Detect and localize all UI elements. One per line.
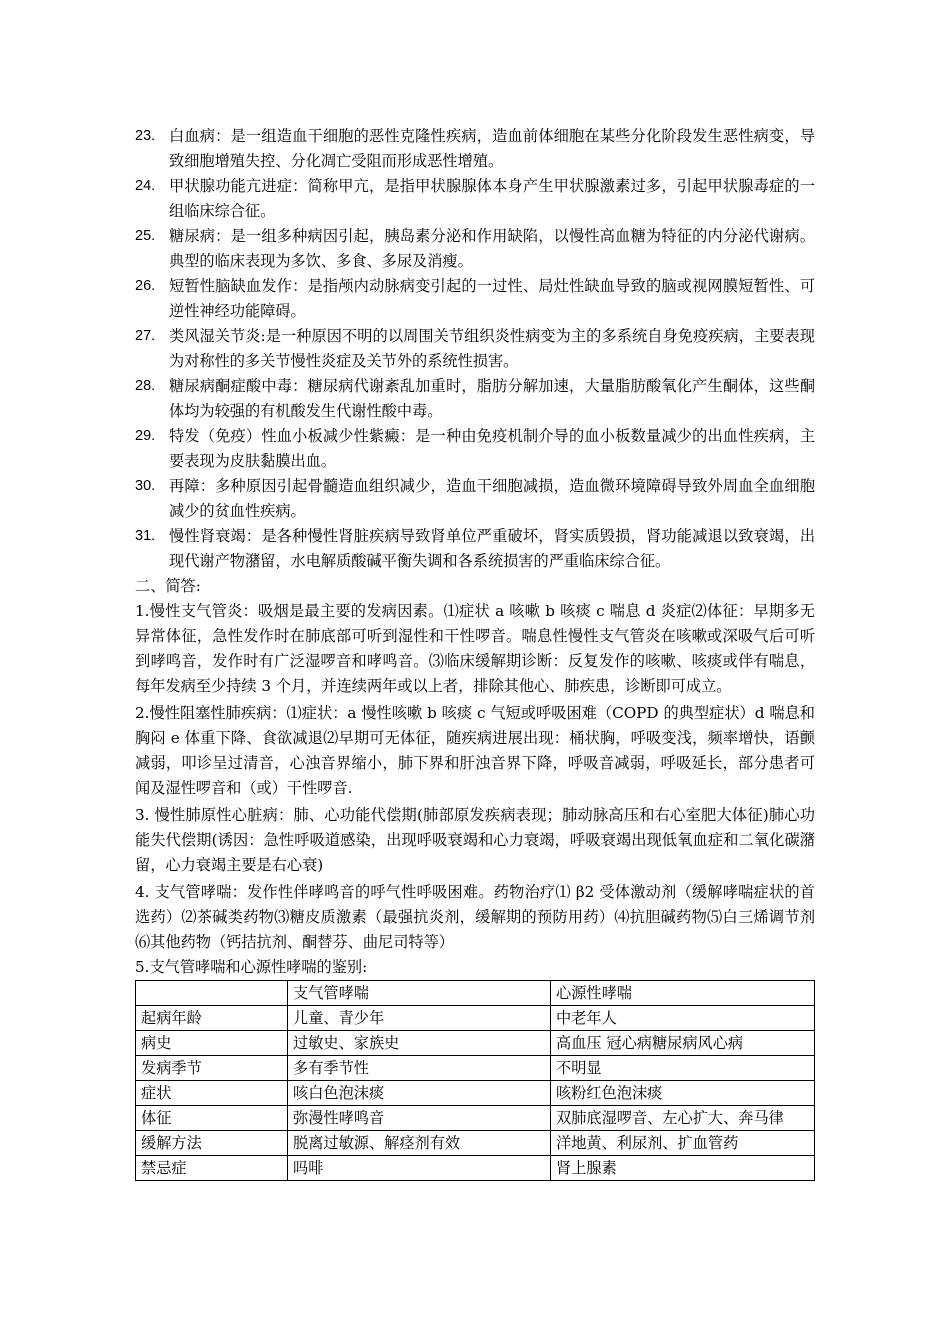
table-cell: 症状	[136, 1081, 288, 1106]
item-number: 29.	[135, 428, 156, 444]
definition-item	[135, 474, 815, 524]
table-caption: 5.支气管哮喘和心源性哮喘的鉴别:	[135, 958, 368, 976]
definition-item	[135, 324, 815, 374]
answer-paragraph: 3. 慢性肺原性心脏病：肺、心功能代偿期(肺部原发疾病表现；肺动脉高压和右心室肥大体征)肺心功能失代偿期(诱因：急性呼吸道感染，出现呼吸衰竭和心力衰竭，呼吸衰竭出现低氧血症和二氧化碳潴留，心力衰竭主要是右心衰)	[135, 806, 815, 874]
section-heading: 二、简答:	[135, 577, 201, 595]
item-number: 28.	[135, 378, 156, 394]
table-row	[136, 1056, 815, 1081]
item-number: 23.	[135, 128, 156, 144]
item-number: 27.	[135, 328, 156, 344]
definition-item	[135, 374, 815, 424]
table-cell: 禁忌症	[136, 1156, 288, 1181]
comparison-table	[135, 980, 815, 1181]
item-text: 特发（免疫）性血小板减少性紫癜：是一种由免疫机制介导的血小板数量减少的出血性疾病，主要表现为皮肤黏膜出血。	[169, 427, 815, 470]
table-cell: 双肺底湿啰音、左心扩大、奔马律	[551, 1106, 815, 1131]
table-row	[136, 1081, 815, 1106]
document-page	[135, 124, 815, 1181]
answer-paragraph: 1.慢性支气管炎：吸烟是最主要的发病因素。⑴症状 a 咳嗽 b 咳痰 c 喘息 d 炎症⑵体征：早期多无异常体征，急性发作时在肺底部可听到湿性和干性啰音。喘息性慢性支气管炎在咳嗽或深吸气后可听到哮鸣音，发作时有广泛湿啰音和哮鸣音。⑶临床缓解期诊断：反复发作的咳嗽、咳痰或伴有喘息，每年发病至少持续 3 个月，并连续两年或以上者，排除其他心、肺疾患，诊断即可成立。	[135, 602, 815, 695]
table-cell: 不明显	[551, 1056, 815, 1081]
table-row	[136, 1031, 815, 1056]
table-header-cell: 心源性哮喘	[551, 981, 815, 1006]
table-cell: 肾上腺素	[551, 1156, 815, 1181]
item-number: 26.	[135, 278, 156, 294]
item-number: 30.	[135, 478, 156, 494]
item-text: 糖尿病：是一组多种病因引起，胰岛素分泌和作用缺陷，以慢性高血糖为特征的内分泌代谢病。典型的临床表现为多饮、多食、多尿及消瘦。	[169, 227, 815, 270]
table-cell: 中老年人	[551, 1006, 815, 1031]
item-number: 25.	[135, 228, 156, 244]
table-cell: 儿童、青少年	[288, 1006, 551, 1031]
definition-list	[135, 124, 815, 574]
table-cell: 吗啡	[288, 1156, 551, 1181]
table-header-cell: 支气管哮喘	[288, 981, 551, 1006]
table-cell: 高血压 冠心病糖尿病风心病	[551, 1031, 815, 1056]
item-text: 白血病：是一组造血干细胞的恶性克隆性疾病，造血前体细胞在某些分化阶段发生恶性病变，导致细胞增殖失控、分化凋亡受阻而形成恶性增殖。	[169, 127, 815, 170]
table-header-cell	[136, 981, 288, 1006]
table-row	[136, 1006, 815, 1031]
table-cell: 咳粉红色泡沫痰	[551, 1081, 815, 1106]
table-cell: 过敏史、家族史	[288, 1031, 551, 1056]
table-cell: 病史	[136, 1031, 288, 1056]
answer-paragraph: 4. 支气管哮喘：发作性伴哮鸣音的呼气性呼吸困难。药物治疗⑴ β2 受体激动剂（缓解哮喘症状的首选药）⑵茶碱类药物⑶糖皮质激素（最强抗炎剂，缓解期的预防用药）⑷抗胆碱药物⑸白三烯调节剂⑹其他药物（钙拮抗剂、酮替芬、曲尼司特等）	[135, 883, 815, 951]
item-text: 甲状腺功能亢进症：简称甲亢，是指甲状腺腺体本身产生甲状腺激素过多，引起甲状腺毒症的一组临床综合征。	[169, 177, 815, 220]
item-text: 类风湿关节炎:是一种原因不明的以周围关节组织炎性病变为主的多系统自身免疫疾病，主要表现为对称性的多关节慢性炎症及关节外的系统性损害。	[169, 327, 815, 370]
definition-item	[135, 174, 815, 224]
table-cell: 发病季节	[136, 1056, 288, 1081]
table-cell: 脱离过敏源、解痉剂有效	[288, 1131, 551, 1156]
table-cell: 咳白色泡沫痰	[288, 1081, 551, 1106]
item-number: 31.	[135, 528, 156, 544]
table-row	[136, 1131, 815, 1156]
answer-paragraph: 2.慢性阻塞性肺疾病：⑴症状：a 慢性咳嗽 b 咳痰 c 气短或呼吸困难（COPD 的典型症状）d 喘息和胸闷 e 体重下降、食欲减退⑵早期可无体征，随疾病进展出现：桶状胸，呼吸变浅，频率增快，语颤减弱，叩诊呈过清音，心浊音界缩小，肺下界和肝浊音界下降，呼吸音减弱，呼吸延长，部分患者可闻及湿性啰音和（或）干性啰音.	[135, 704, 815, 797]
table-row	[136, 1156, 815, 1181]
table-cell: 弥漫性哮鸣音	[288, 1106, 551, 1131]
item-text: 再障：多种原因引起骨髓造血组织减少，造血干细胞减损，造血微环境障碍导致外周血全血细胞减少的贫血性疾病。	[169, 477, 815, 520]
definition-item	[135, 124, 815, 174]
table-cell: 起病年龄	[136, 1006, 288, 1031]
table-cell: 体征	[136, 1106, 288, 1131]
table-row	[136, 1106, 815, 1131]
definition-item	[135, 524, 815, 574]
definition-item	[135, 424, 815, 474]
item-text: 慢性肾衰竭：是各种慢性肾脏疾病导致肾单位严重破坏，肾实质毁损，肾功能减退以致衰竭，出现代谢产物潴留，水电解质酸碱平衡失调和各系统损害的严重临床综合征。	[169, 527, 815, 570]
definition-item	[135, 274, 815, 324]
definition-item	[135, 224, 815, 274]
item-number: 24.	[135, 178, 156, 194]
table-cell: 缓解方法	[136, 1131, 288, 1156]
item-text: 糖尿病酮症酸中毒：糖尿病代谢紊乱加重时，脂肪分解加速，大量脂肪酸氧化产生酮体，这些酮体均为较强的有机酸发生代谢性酸中毒。	[169, 377, 815, 420]
item-text: 短暂性脑缺血发作：是指颅内动脉病变引起的一过性、局灶性缺血导致的脑或视网膜短暂性、可逆性神经功能障碍。	[169, 277, 815, 320]
table-cell: 多有季节性	[288, 1056, 551, 1081]
table-header-row	[136, 981, 815, 1006]
table-cell: 洋地黄、利尿剂、扩血管药	[551, 1131, 815, 1156]
